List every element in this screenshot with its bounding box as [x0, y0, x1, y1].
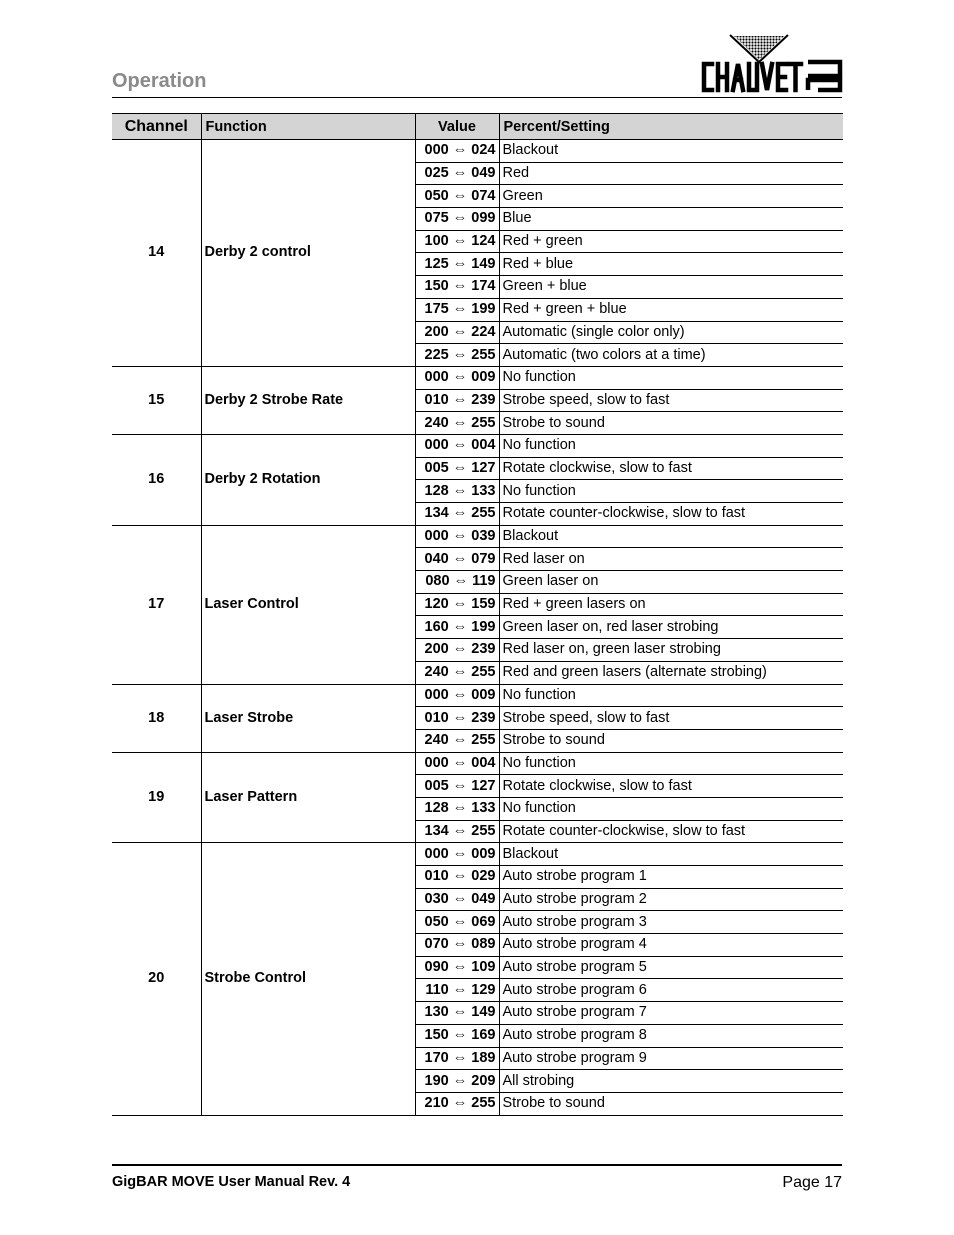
setting-description: No function — [499, 480, 843, 503]
setting-description: Automatic (single color only) — [499, 321, 843, 344]
setting-description: Blackout — [499, 525, 843, 548]
dmx-value-range: 030 ⇔ 049 — [415, 888, 499, 911]
dmx-value-range: 240 ⇔ 255 — [415, 661, 499, 684]
setting-description: Green + blue — [499, 276, 843, 299]
setting-description: Auto strobe program 9 — [499, 1047, 843, 1070]
setting-description: Red + blue — [499, 253, 843, 276]
setting-description: Blue — [499, 208, 843, 231]
dmx-value-range: 150 ⇔ 169 — [415, 1024, 499, 1047]
channel-function: Strobe Control — [201, 843, 415, 1115]
setting-description: Red laser on, green laser strobing — [499, 639, 843, 662]
column-header-value: Value — [415, 114, 499, 140]
dmx-value-range: 005 ⇔ 127 — [415, 775, 499, 798]
channel-number: 16 — [112, 434, 201, 525]
dmx-value-range: 200 ⇔ 239 — [415, 639, 499, 662]
dmx-value-range: 160 ⇔ 199 — [415, 616, 499, 639]
dmx-value-range: 170 ⇔ 189 — [415, 1047, 499, 1070]
footer-rule — [112, 1164, 842, 1166]
setting-description: Auto strobe program 5 — [499, 956, 843, 979]
dmx-value-range: 070 ⇔ 089 — [415, 934, 499, 957]
setting-description: Strobe speed, slow to fast — [499, 707, 843, 730]
table-row — [112, 684, 843, 707]
channel-number: 18 — [112, 684, 201, 752]
dmx-value-range: 010 ⇔ 239 — [415, 389, 499, 412]
setting-description: Auto strobe program 7 — [499, 1002, 843, 1025]
dmx-value-range: 200 ⇔ 224 — [415, 321, 499, 344]
setting-description: Rotate counter-clockwise, slow to fast — [499, 503, 843, 526]
dmx-value-range: 010 ⇔ 029 — [415, 866, 499, 889]
dmx-channel-table — [112, 113, 843, 1116]
dmx-value-range: 000 ⇔ 039 — [415, 525, 499, 548]
dmx-value-range: 050 ⇔ 074 — [415, 185, 499, 208]
dmx-value-range: 128 ⇔ 133 — [415, 797, 499, 820]
setting-description: Auto strobe program 8 — [499, 1024, 843, 1047]
setting-description: All strobing — [499, 1070, 843, 1093]
manual-title: GigBAR MOVE User Manual Rev. 4 — [112, 1174, 351, 1190]
channel-function: Laser Pattern — [201, 752, 415, 843]
channel-number: 20 — [112, 843, 201, 1115]
setting-description: Auto strobe program 2 — [499, 888, 843, 911]
setting-description: Rotate clockwise, slow to fast — [499, 457, 843, 480]
header-rule — [112, 97, 842, 98]
setting-description: Strobe to sound — [499, 412, 843, 435]
setting-description: Auto strobe program 3 — [499, 911, 843, 934]
setting-description: Auto strobe program 4 — [499, 934, 843, 957]
setting-description: No function — [499, 684, 843, 707]
setting-description: Red + green + blue — [499, 298, 843, 321]
dmx-value-range: 080 ⇔ 119 — [415, 571, 499, 594]
table-header-row — [112, 114, 843, 140]
channel-function: Derby 2 Rotation — [201, 434, 415, 525]
setting-description: Rotate clockwise, slow to fast — [499, 775, 843, 798]
setting-description: Green laser on — [499, 571, 843, 594]
dmx-value-range: 040 ⇔ 079 — [415, 548, 499, 571]
setting-description: No function — [499, 434, 843, 457]
dmx-value-range: 125 ⇔ 149 — [415, 253, 499, 276]
table-row — [112, 140, 843, 163]
dmx-value-range: 005 ⇔ 127 — [415, 457, 499, 480]
setting-description: Strobe speed, slow to fast — [499, 389, 843, 412]
channel-number: 17 — [112, 525, 201, 684]
setting-description: Blackout — [499, 140, 843, 163]
dmx-value-range: 000 ⇔ 004 — [415, 434, 499, 457]
channel-function: Laser Control — [201, 525, 415, 684]
dmx-value-range: 010 ⇔ 239 — [415, 707, 499, 730]
dmx-value-range: 128 ⇔ 133 — [415, 480, 499, 503]
dmx-value-range: 100 ⇔ 124 — [415, 230, 499, 253]
dmx-value-range: 240 ⇔ 255 — [415, 412, 499, 435]
table-row — [112, 525, 843, 548]
setting-description: Red laser on — [499, 548, 843, 571]
dmx-value-range: 110 ⇔ 129 — [415, 979, 499, 1002]
channel-number: 14 — [112, 140, 201, 367]
channel-number: 15 — [112, 366, 201, 434]
dmx-value-range: 000 ⇔ 024 — [415, 140, 499, 163]
dmx-value-range: 000 ⇔ 009 — [415, 843, 499, 866]
setting-description: Strobe to sound — [499, 1092, 843, 1115]
dmx-value-range: 050 ⇔ 069 — [415, 911, 499, 934]
dmx-value-range: 225 ⇔ 255 — [415, 344, 499, 367]
setting-description: Red + green — [499, 230, 843, 253]
setting-description: Green laser on, red laser strobing — [499, 616, 843, 639]
setting-description: Blackout — [499, 843, 843, 866]
dmx-value-range: 025 ⇔ 049 — [415, 162, 499, 185]
setting-description: Red + green lasers on — [499, 593, 843, 616]
setting-description: Strobe to sound — [499, 729, 843, 752]
dmx-value-range: 150 ⇔ 174 — [415, 276, 499, 299]
chauvet-dj-logo — [700, 32, 844, 96]
dmx-value-range: 190 ⇔ 209 — [415, 1070, 499, 1093]
dmx-value-range: 210 ⇔ 255 — [415, 1092, 499, 1115]
channel-number: 19 — [112, 752, 201, 843]
table-row — [112, 843, 843, 866]
dmx-value-range: 000 ⇔ 009 — [415, 366, 499, 389]
dmx-value-range: 000 ⇔ 009 — [415, 684, 499, 707]
dmx-value-range: 134 ⇔ 255 — [415, 503, 499, 526]
setting-description: Rotate counter-clockwise, slow to fast — [499, 820, 843, 843]
dmx-value-range: 175 ⇔ 199 — [415, 298, 499, 321]
dmx-value-range: 134 ⇔ 255 — [415, 820, 499, 843]
setting-description: Red — [499, 162, 843, 185]
dmx-value-range: 000 ⇔ 004 — [415, 752, 499, 775]
column-header-setting: Percent/Setting — [499, 114, 843, 140]
setting-description: Auto strobe program 1 — [499, 866, 843, 889]
setting-description: No function — [499, 752, 843, 775]
setting-description: No function — [499, 797, 843, 820]
channel-function: Laser Strobe — [201, 684, 415, 752]
table-row — [112, 366, 843, 389]
page-number: Page 17 — [782, 1174, 842, 1191]
section-title: Operation — [112, 70, 207, 92]
table-row — [112, 752, 843, 775]
table-row — [112, 434, 843, 457]
dmx-value-range: 090 ⇔ 109 — [415, 956, 499, 979]
dmx-value-range: 240 ⇔ 255 — [415, 729, 499, 752]
setting-description: Automatic (two colors at a time) — [499, 344, 843, 367]
column-header-function: Function — [201, 114, 415, 140]
column-header-channel: Channel — [112, 114, 201, 140]
setting-description: Green — [499, 185, 843, 208]
dmx-value-range: 130 ⇔ 149 — [415, 1002, 499, 1025]
channel-function: Derby 2 control — [201, 140, 415, 367]
channel-function: Derby 2 Strobe Rate — [201, 366, 415, 434]
setting-description: Auto strobe program 6 — [499, 979, 843, 1002]
setting-description: No function — [499, 366, 843, 389]
dmx-value-range: 120 ⇔ 159 — [415, 593, 499, 616]
setting-description: Red and green lasers (alternate strobing) — [499, 661, 843, 684]
dmx-value-range: 075 ⇔ 099 — [415, 208, 499, 231]
